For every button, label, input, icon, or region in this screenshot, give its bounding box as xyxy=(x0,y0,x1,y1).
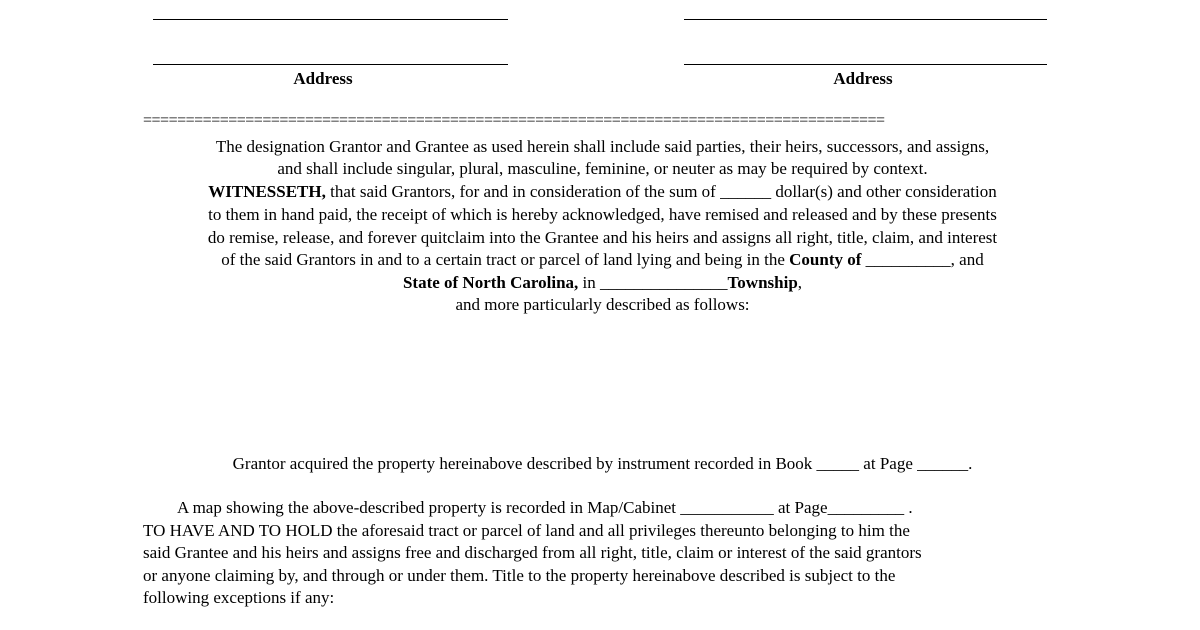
witnesseth-line-2: to them in hand paid, the receipt of which is hereby acknowledged, have remised and released and by these presents xyxy=(208,205,997,224)
witnesseth-line-1 xyxy=(140,181,1065,203)
habendum-line-1: TO HAVE AND TO HOLD the aforesaid tract or parcel of land and all privileges thereunto belonging to him the xyxy=(143,521,910,540)
separator-line: ======================================================================================= xyxy=(143,112,885,129)
witnesseth-line-5-end: , xyxy=(797,273,803,292)
witnesseth-line-1-text: that said Grantors, for and in consideration of the sum of ______ dollar(s) and other consideration xyxy=(325,182,997,201)
witnesseth-label: WITNESSETH, xyxy=(208,182,326,201)
right-address-line xyxy=(684,64,1047,65)
left-address-label: Address xyxy=(293,69,353,88)
habendum-line-3: or anyone claiming by, and through or under them. Title to the property hereinabove described is subject to the xyxy=(143,566,896,585)
right-signature-line xyxy=(684,19,1047,20)
right-address-label: Address xyxy=(833,69,893,88)
witnesseth-line-4-text: of the said Grantors in and to a certain tract or parcel of land lying and being in the xyxy=(221,250,790,269)
habendum-line-2: said Grantee and his heirs and assigns free and discharged from all right, title, claim or interest of the said grantors xyxy=(143,543,922,562)
acquired-statement: Grantor acquired the property hereinabove described by instrument recorded in Book _____ at Page ______. xyxy=(232,454,973,473)
county-blank: __________, and xyxy=(861,250,984,269)
habendum-line-4: following exceptions if any: xyxy=(143,588,335,607)
designation-line-1: The designation Grantor and Grantee as used herein shall include said parties, their heirs, successors, and assigns, xyxy=(215,137,990,156)
witnesseth-line-6: and more particularly described as follows: xyxy=(455,295,750,314)
witnesseth-line-4 xyxy=(140,249,1065,271)
township-label: Township xyxy=(727,273,798,292)
map-statement: A map showing the above-described property is recorded in Map/Cabinet ___________ at Page_________ . xyxy=(177,498,913,517)
state-label: State of North Carolina, xyxy=(402,273,579,292)
county-label: County of xyxy=(789,250,862,269)
left-signature-line xyxy=(153,19,508,20)
township-blank: in _______________ xyxy=(578,273,728,292)
left-address-line xyxy=(153,64,508,65)
designation-line-2: and shall include singular, plural, masculine, feminine, or neuter as may be required by context. xyxy=(277,159,928,178)
witnesseth-line-3: do remise, release, and forever quitclaim into the Grantee and his heirs and assigns all right, title, claim, and interest xyxy=(207,228,998,247)
witnesseth-line-5 xyxy=(140,272,1065,294)
